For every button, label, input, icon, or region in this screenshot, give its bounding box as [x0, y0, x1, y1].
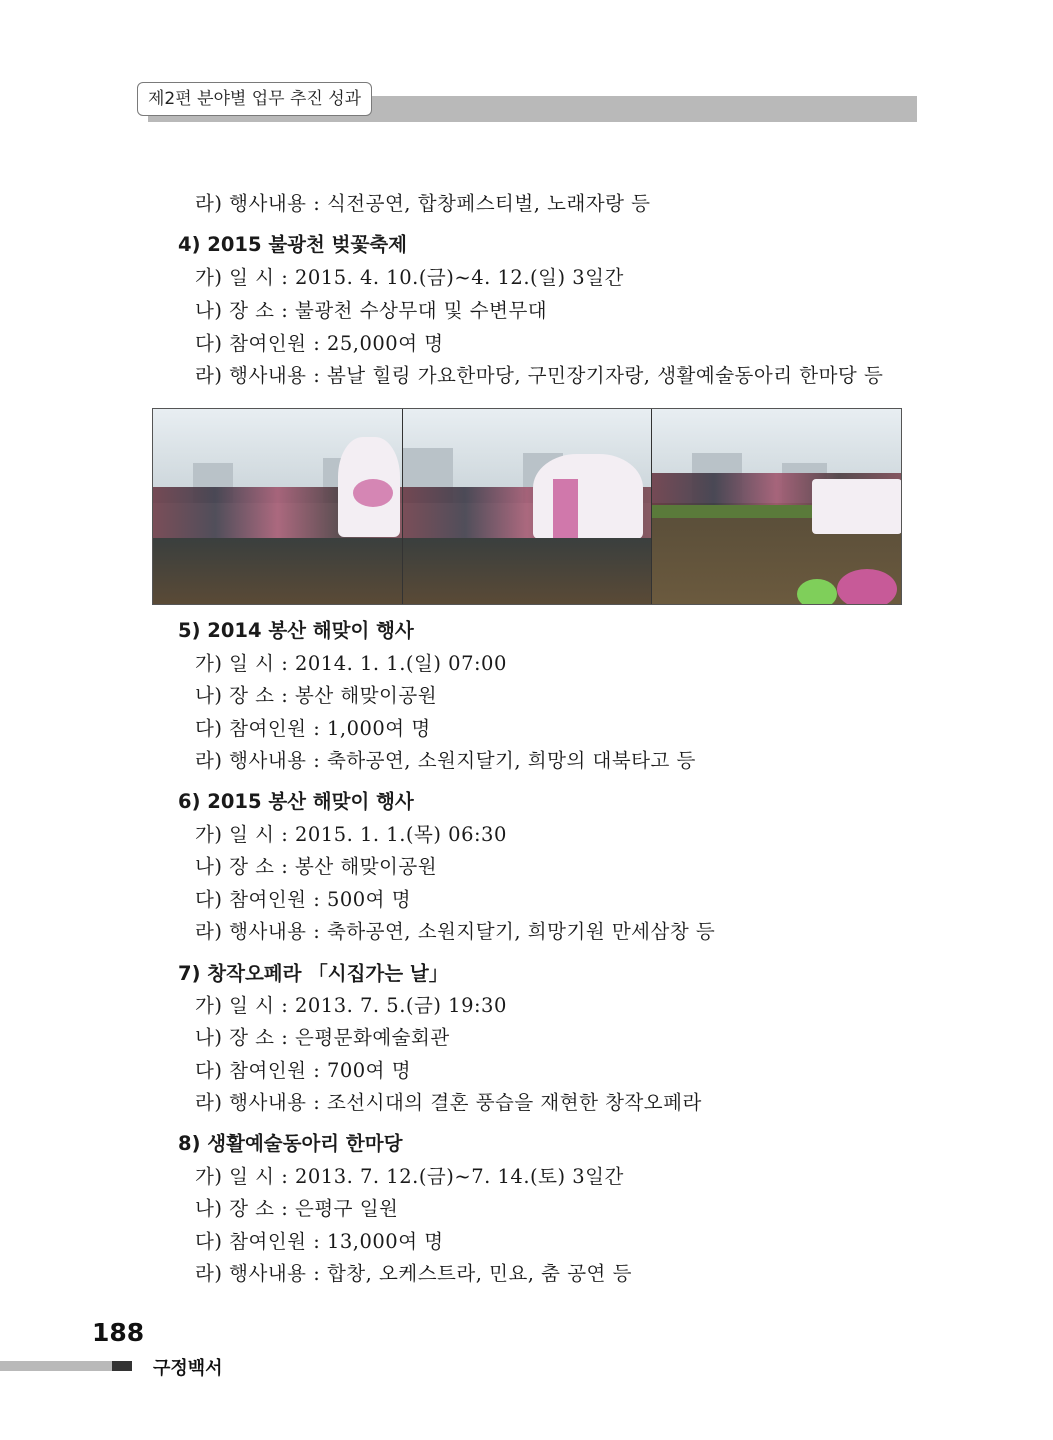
text-line: 다) 참여인원 : 500여 명	[195, 888, 412, 911]
text-line: 다) 참여인원 : 13,000여 명	[195, 1230, 444, 1253]
photo-water-stage	[651, 409, 901, 604]
text-line: 나) 장 소 : 은평구 일원	[195, 1197, 399, 1220]
text-line: 라) 행사내용 : 조선시대의 결혼 풍습을 재현한 창작오페라	[195, 1091, 702, 1114]
chapter-tab: 제2편 분야별 업무 추진 성과	[137, 82, 372, 116]
text-line: 다) 참여인원 : 700여 명	[195, 1059, 412, 1082]
text-line: 다) 참여인원 : 25,000여 명	[195, 332, 444, 355]
festival-photos	[152, 408, 902, 605]
text-line: 다) 참여인원 : 1,000여 명	[195, 717, 431, 740]
text-line: 가) 일 시 : 2015. 4. 10.(금)~4. 12.(일) 3일간	[195, 266, 624, 289]
text-line: 라) 행사내용 : 축하공연, 소원지달기, 희망기원 만세삼창 등	[195, 920, 716, 943]
text-line: 나) 장 소 : 봉산 해맞이공원	[195, 855, 438, 878]
text-line: 가) 일 시 : 2015. 1. 1.(목) 06:30	[195, 823, 507, 846]
section-heading: 8) 생활예술동아리 한마당	[178, 1132, 403, 1155]
section-heading: 7) 창작오페라 「시집가는 날」	[178, 962, 449, 985]
page-number: 188	[92, 1318, 145, 1347]
text-line: 가) 일 시 : 2013. 7. 12.(금)~7. 14.(토) 3일간	[195, 1165, 624, 1188]
section-heading: 6) 2015 봉산 해맞이 행사	[178, 790, 414, 813]
footer-bar	[0, 1361, 112, 1371]
text-line: 가) 일 시 : 2013. 7. 5.(금) 19:30	[195, 994, 507, 1017]
photo-stage-performers	[402, 409, 652, 604]
section-heading: 4) 2015 불광천 벚꽃축제	[178, 233, 407, 256]
book-title: 구정백서	[153, 1358, 223, 1379]
text-line: 나) 장 소 : 불광천 수상무대 및 수변무대	[195, 299, 548, 322]
footer-marker	[112, 1361, 132, 1371]
text-line: 라) 행사내용 : 합창, 오케스트라, 민요, 춤 공연 등	[195, 1262, 632, 1285]
text-line: 나) 장 소 : 봉산 해맞이공원	[195, 684, 438, 707]
text-line: 가) 일 시 : 2014. 1. 1.(일) 07:00	[195, 652, 507, 675]
text-line: 라) 행사내용 : 봄날 힐링 가요한마당, 구민장기자랑, 생활예술동아리 한마당 등	[195, 364, 884, 387]
section-heading: 5) 2014 봉산 해맞이 행사	[178, 619, 414, 642]
text-line: 라) 행사내용 : 축하공연, 소원지달기, 희망의 대북타고 등	[195, 749, 696, 772]
photo-stage-dancers	[153, 409, 402, 604]
text-line: 나) 장 소 : 은평문화예술회관	[195, 1026, 450, 1049]
text-line: 라) 행사내용 : 식전공연, 합창페스티벌, 노래자랑 등	[195, 192, 651, 215]
